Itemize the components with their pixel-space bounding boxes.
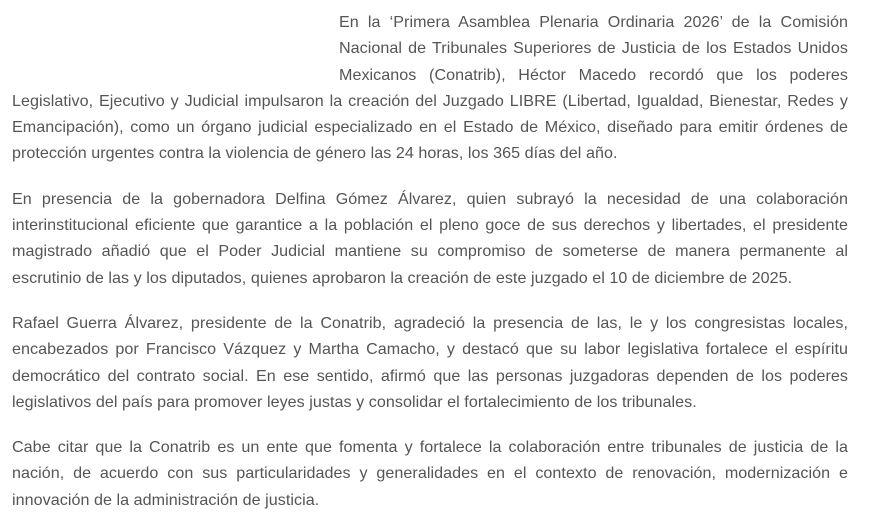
floated-image-area	[12, 9, 339, 87]
article-body	[12, 9, 848, 513]
paragraph-4: Cabe citar que la Conatrib es un ente que fomenta y fortalece la colaboración entre tribunales de justicia de la nación, de acuerdo con sus particularidades y generalidades en el contexto de renovación, modernización e innovación de la administración de justicia.	[12, 438, 848, 509]
paragraph-1: En la ‘Primera Asamblea Plenaria Ordinaria 2026’ de la Comisión Nacional de Tribunales Superiores de Justicia de los Estados Unidos Mexicanos (Conatrib), Héctor Macedo recordó que los poderes Legislativo, Ejecutivo y Judicial impulsaron la creación del Juzgado LIBRE (Libertad, Igualdad, Bienestar, Redes y Emancipación), como un órgano judicial especializado en el Estado de México, diseñado para emitir órdenes de protección urgentes contra la violencia de género las 24 horas, los 365 días del año.	[12, 13, 848, 163]
paragraph-2: En presencia de la gobernadora Delfina Gómez Álvarez, quien subrayó la necesidad de una colaboración interinstitucional eficiente que garantice a la población el pleno goce de sus derechos y libertades, el presidente magistrado añadió que el Poder Judicial mantiene su compromiso de someterse de manera permanente al escrutinio de las y los diputados, quienes aprobaron la creación de este juzgado el 10 de diciembre de 2025.	[12, 189, 848, 287]
paragraph-3: Rafael Guerra Álvarez, presidente de la Conatrib, agradeció la presencia de las, le y los congresistas locales, encabezados por Francisco Vázquez y Martha Camacho, y destacó que su labor legislativa fortalece el espíritu democrático del contrato social. En ese sentido, afirmó que las personas juzgadoras dependen de los poderes legislativos del país para promover leyes justas y consolidar el fortalecimiento de los tribunales.	[12, 313, 848, 411]
